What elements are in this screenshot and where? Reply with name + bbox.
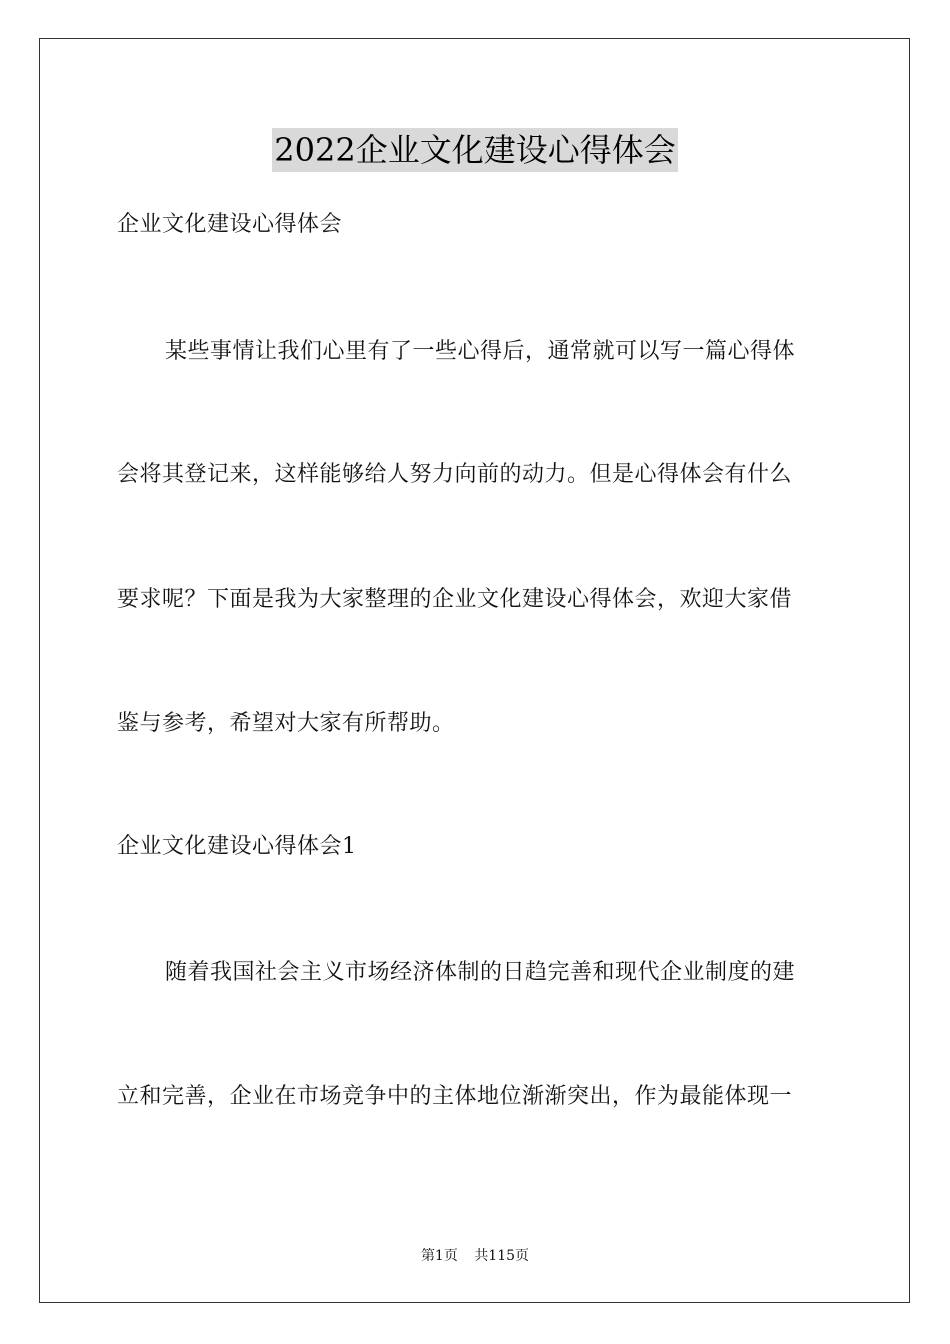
- section-line-1: 随着我国社会主义市场经济体制的日趋完善和现代企业制度的建: [165, 960, 796, 985]
- title-wrap: [0, 128, 950, 172]
- document-subtitle: 企业文化建设心得体会: [117, 212, 343, 237]
- intro-line-3: 要求呢？下面是我为大家整理的企业文化建设心得体会，欢迎大家借: [117, 587, 793, 612]
- document-title: 2022企业文化建设心得体会: [272, 128, 677, 172]
- intro-line-4: 鉴与参考，希望对大家有所帮助。: [117, 711, 455, 736]
- page-number: 第1页: [420, 1248, 458, 1264]
- section-line-2: 立和完善，企业在市场竞争中的主体地位渐渐突出，作为最能体现一: [117, 1084, 793, 1109]
- page-footer: [0, 1246, 950, 1266]
- total-pages: 共115页: [474, 1248, 530, 1264]
- section-heading: 企业文化建设心得体会1: [117, 834, 357, 859]
- intro-line-2: 会将其登记来，这样能够给人努力向前的动力。但是心得体会有什么: [117, 462, 793, 487]
- intro-line-1: 某些事情让我们心里有了一些心得后，通常就可以写一篇心得体: [165, 339, 796, 364]
